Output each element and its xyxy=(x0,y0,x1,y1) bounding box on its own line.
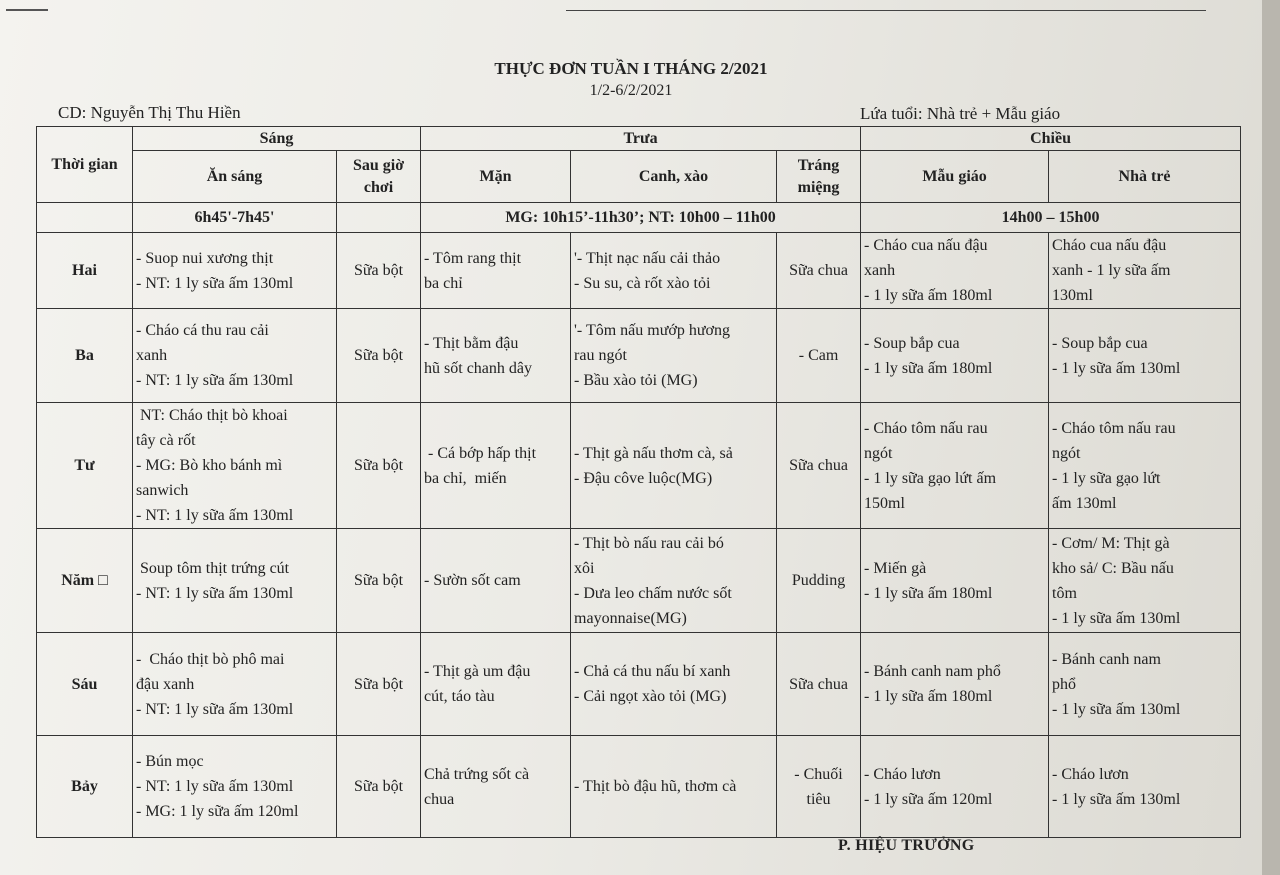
after-play-cell xyxy=(337,403,421,529)
menu-line: - Soup bắp cua xyxy=(864,334,960,352)
morning-time: 6h45'-7h45' xyxy=(133,203,337,233)
savory-cell xyxy=(421,529,571,633)
menu-line: - Miến gà xyxy=(864,559,927,577)
menu-line: 130ml xyxy=(1052,287,1093,304)
savory-cell xyxy=(421,309,571,403)
menu-line: - Bún mọc xyxy=(136,753,204,770)
menu-line: '- Thịt nạc nấu cải thảo xyxy=(574,249,721,267)
menu-line: - Soup bắp cua xyxy=(1052,334,1148,352)
pen-mark xyxy=(6,9,48,11)
header-row-meals xyxy=(37,151,1241,203)
menu-line: - Thịt bò đậu hũ, thơm cà xyxy=(574,778,737,795)
dessert-cell xyxy=(777,736,861,838)
menu-line: - Suop nui xương thịt xyxy=(136,249,274,267)
menu-line: ba chỉ xyxy=(424,274,463,292)
day-label: Năm □ xyxy=(37,529,133,633)
noon-header: Trưa xyxy=(421,127,861,151)
nursery-cell xyxy=(1049,309,1241,403)
soup-stirfry-cell xyxy=(571,633,777,736)
dessert-cell xyxy=(777,633,861,736)
menu-line: chua xyxy=(424,790,455,808)
top-rule-line xyxy=(566,10,1206,11)
menu-line: rau ngót xyxy=(574,347,627,364)
morning-header: Sáng xyxy=(133,127,421,151)
day-label: Sáu xyxy=(37,633,133,736)
menu-line: - Sườn sốt cam xyxy=(424,572,521,589)
after-play-cell xyxy=(337,233,421,309)
breakfast-header: Ăn sáng xyxy=(133,151,337,203)
menu-line: - 1 ly sữa ấm 180ml xyxy=(864,688,993,705)
kindergarten-header: Mẫu giáo xyxy=(861,151,1049,203)
menu-line: xanh xyxy=(864,262,896,279)
menu-line: Cháo cua nấu đậu xyxy=(1052,237,1167,254)
day-label: Ba xyxy=(37,309,133,403)
menu-line: - Thịt gà um đậu xyxy=(424,663,531,680)
table-row xyxy=(37,403,1241,529)
menu-line: Sữa bột xyxy=(353,347,404,364)
kindergarten-cell xyxy=(861,403,1049,529)
menu-line: - NT: 1 ly sữa ấm 130ml xyxy=(136,372,294,389)
menu-line: - NT: 1 ly sữa ấm 130ml xyxy=(136,700,294,718)
menu-line: ngót xyxy=(1052,444,1081,462)
dessert-cell xyxy=(777,233,861,309)
menu-line: - 1 ly sữa ấm 180ml xyxy=(864,584,993,602)
breakfast-cell xyxy=(133,309,337,403)
table-row xyxy=(37,309,1241,403)
menu-title: THỰC ĐƠN TUẦN I THÁNG 2/2021 xyxy=(494,59,768,78)
nursery-cell xyxy=(1049,633,1241,736)
nursery-cell xyxy=(1049,403,1241,529)
menu-line: - 1 ly sữa ấm 120ml xyxy=(864,790,993,808)
noon-time: MG: 10h15’-11h30’; NT: 10h00 – 11h00 xyxy=(421,203,861,233)
nursery-header: Nhà trẻ xyxy=(1049,151,1241,203)
kindergarten-cell xyxy=(861,233,1049,309)
menu-line: Sữa bột xyxy=(353,778,404,795)
menu-line: - Thịt bằm đậu xyxy=(424,334,519,352)
menu-line: Sữa bột xyxy=(353,675,404,693)
header-row-sessions xyxy=(37,127,1241,151)
menu-line: tôm xyxy=(1052,584,1077,602)
table-row xyxy=(37,736,1241,838)
menu-line: Pudding xyxy=(791,572,846,589)
menu-line: Soup tôm thịt trứng cút xyxy=(136,559,290,577)
menu-line: Sữa bột xyxy=(353,457,404,474)
menu-line: - 1 ly sữa ấm 130ml xyxy=(1052,359,1181,377)
menu-line: - Bánh canh nam phổ xyxy=(864,663,1001,680)
menu-line: Sữa chua xyxy=(789,457,848,474)
day-label: Tư xyxy=(37,403,133,529)
soup-stirfry-cell xyxy=(571,233,777,309)
menu-line: xanh xyxy=(136,347,168,364)
table-row xyxy=(37,233,1241,309)
menu-line: NT: Cháo thịt bò khoai xyxy=(136,407,288,424)
dessert-header: Tráng miệng xyxy=(777,151,861,203)
menu-line: - Chả cá thu nấu bí xanh xyxy=(574,663,731,680)
menu-line: - 1 ly sữa gạo lứt xyxy=(1052,469,1161,487)
breakfast-cell xyxy=(133,233,337,309)
kindergarten-cell xyxy=(861,736,1049,838)
menu-line: - 1 ly sữa ấm 180ml xyxy=(864,359,993,377)
afternoon-header: Chiều xyxy=(861,127,1241,151)
menu-line: phổ xyxy=(1052,675,1077,693)
afternoon-time: 14h00 – 15h00 xyxy=(861,203,1241,233)
breakfast-cell xyxy=(133,633,337,736)
menu-line: - Bầu xào tỏi (MG) xyxy=(574,372,698,389)
after-play-header: Sau giờ chơi xyxy=(337,151,421,203)
menu-line: ấm 130ml xyxy=(1052,494,1117,512)
menu-line: - 1 ly sữa ấm 130ml xyxy=(1052,609,1181,627)
menu-line: hũ sốt chanh dây xyxy=(424,359,532,377)
menu-line: Sữa chua xyxy=(789,262,848,279)
after-play-cell xyxy=(337,736,421,838)
menu-line: - Cháo lươn xyxy=(1052,765,1129,783)
menu-body xyxy=(37,233,1241,838)
kindergarten-cell xyxy=(861,309,1049,403)
after-play-cell xyxy=(337,633,421,736)
savory-cell xyxy=(421,736,571,838)
menu-line: tiêu xyxy=(806,790,831,808)
soup-stirfry-header: Canh, xào xyxy=(571,151,777,203)
menu-line: Sữa bột xyxy=(353,572,404,589)
kindergarten-cell xyxy=(861,529,1049,633)
savory-cell xyxy=(421,403,571,529)
menu-line: - Cơm/ M: Thịt gà xyxy=(1052,534,1170,552)
menu-line: xanh - 1 ly sữa ấm xyxy=(1052,262,1171,279)
menu-line: kho sả/ C: Bầu nấu xyxy=(1052,559,1174,577)
menu-line: - NT: 1 ly sữa ấm 130ml xyxy=(136,584,294,602)
breakfast-cell xyxy=(133,529,337,633)
menu-line: - Bánh canh nam xyxy=(1052,650,1161,668)
menu-line: - NT: 1 ly sữa ấm 130ml xyxy=(136,507,294,524)
soup-stirfry-cell xyxy=(571,403,777,529)
nursery-cell xyxy=(1049,529,1241,633)
after-play-cell xyxy=(337,529,421,633)
dessert-cell xyxy=(777,529,861,633)
menu-line: - MG: Bò kho bánh mì xyxy=(136,457,283,474)
age-group: Lứa tuổi: Nhà trẻ + Mẫu giáo xyxy=(860,104,1061,123)
savory-cell xyxy=(421,233,571,309)
after-play-cell xyxy=(337,309,421,403)
menu-line: - Cải ngọt xào tỏi (MG) xyxy=(574,688,727,705)
weekly-menu-table xyxy=(36,126,1241,838)
menu-line: 150ml xyxy=(864,494,905,512)
day-label: Bảy xyxy=(37,736,133,838)
menu-line: Chả trứng sốt cà xyxy=(424,765,530,783)
table-row xyxy=(37,633,1241,736)
menu-line: - Cháo tôm nấu rau xyxy=(1052,419,1176,437)
after-play-time-cell xyxy=(337,203,421,233)
menu-line: - NT: 1 ly sữa ấm 130ml xyxy=(136,274,294,292)
menu-line: - Cháo tôm nấu rau xyxy=(864,419,988,437)
kindergarten-cell xyxy=(861,633,1049,736)
breakfast-cell xyxy=(133,403,337,529)
menu-line: Sữa chua xyxy=(789,675,848,693)
menu-line: - NT: 1 ly sữa ấm 130ml xyxy=(136,778,294,795)
dessert-cell xyxy=(777,403,861,529)
menu-line: - Thịt bò nấu rau cải bó xyxy=(574,534,724,552)
table-row xyxy=(37,529,1241,633)
menu-line: - MG: 1 ly sữa ấm 120ml xyxy=(136,803,299,820)
nursery-cell xyxy=(1049,736,1241,838)
menu-line: - Cháo thịt bò phô mai xyxy=(136,650,285,668)
teacher-name: CD: Nguyễn Thị Thu Hiền xyxy=(58,103,241,122)
menu-line: - Chuối xyxy=(794,765,843,783)
menu-line: ba chỉ, miến xyxy=(424,469,507,487)
breakfast-cell xyxy=(133,736,337,838)
menu-line: - Cháo lươn xyxy=(864,765,941,783)
menu-line: - Cháo cá thu rau cải xyxy=(136,322,269,339)
menu-line: - Su su, cà rốt xào tỏi xyxy=(574,274,711,292)
menu-line: - Tôm rang thịt xyxy=(424,249,522,267)
header-row-times xyxy=(37,203,1241,233)
menu-line: - Cháo cua nấu đậu xyxy=(864,237,988,254)
menu-line: xôi xyxy=(574,559,595,577)
menu-line: đậu xanh xyxy=(136,675,195,693)
menu-line: - 1 ly sữa ấm 180ml xyxy=(864,287,993,304)
soup-stirfry-cell xyxy=(571,736,777,838)
savory-cell xyxy=(421,633,571,736)
menu-line: - 1 ly sữa ấm 130ml xyxy=(1052,790,1181,808)
time-blank-cell xyxy=(37,203,133,233)
menu-line: sanwich xyxy=(136,482,189,499)
soup-stirfry-cell xyxy=(571,529,777,633)
menu-line: '- Tôm nấu mướp hương xyxy=(574,322,730,339)
dessert-cell xyxy=(777,309,861,403)
menu-line: - Cá bớp hấp thịt xyxy=(424,444,537,462)
principal-signature-label: P. HIỆU TRƯỞNG xyxy=(838,837,975,854)
menu-line: Sữa bột xyxy=(353,262,404,279)
nursery-cell xyxy=(1049,233,1241,309)
menu-line: - 1 ly sữa ấm 130ml xyxy=(1052,700,1181,718)
day-label: Hai xyxy=(37,233,133,309)
menu-line: - Dưa leo chấm nước sốt xyxy=(574,584,732,602)
soup-stirfry-cell xyxy=(571,309,777,403)
menu-line: mayonnaise(MG) xyxy=(574,609,687,627)
menu-line: tây cà rốt xyxy=(136,432,196,449)
menu-line: cút, táo tàu xyxy=(424,688,495,705)
menu-date-range: 1/2-6/2/2021 xyxy=(589,82,673,99)
menu-line: - Thịt gà nấu thơm cà, sả xyxy=(574,444,733,462)
menu-line: ngót xyxy=(864,444,893,462)
menu-line: - Đậu côve luộc(MG) xyxy=(574,469,713,487)
savory-header: Mặn xyxy=(421,151,571,203)
time-column-header: Thời gian xyxy=(37,127,133,203)
menu-line: - 1 ly sữa gạo lứt ấm xyxy=(864,469,997,487)
menu-line: - Cam xyxy=(798,347,839,364)
